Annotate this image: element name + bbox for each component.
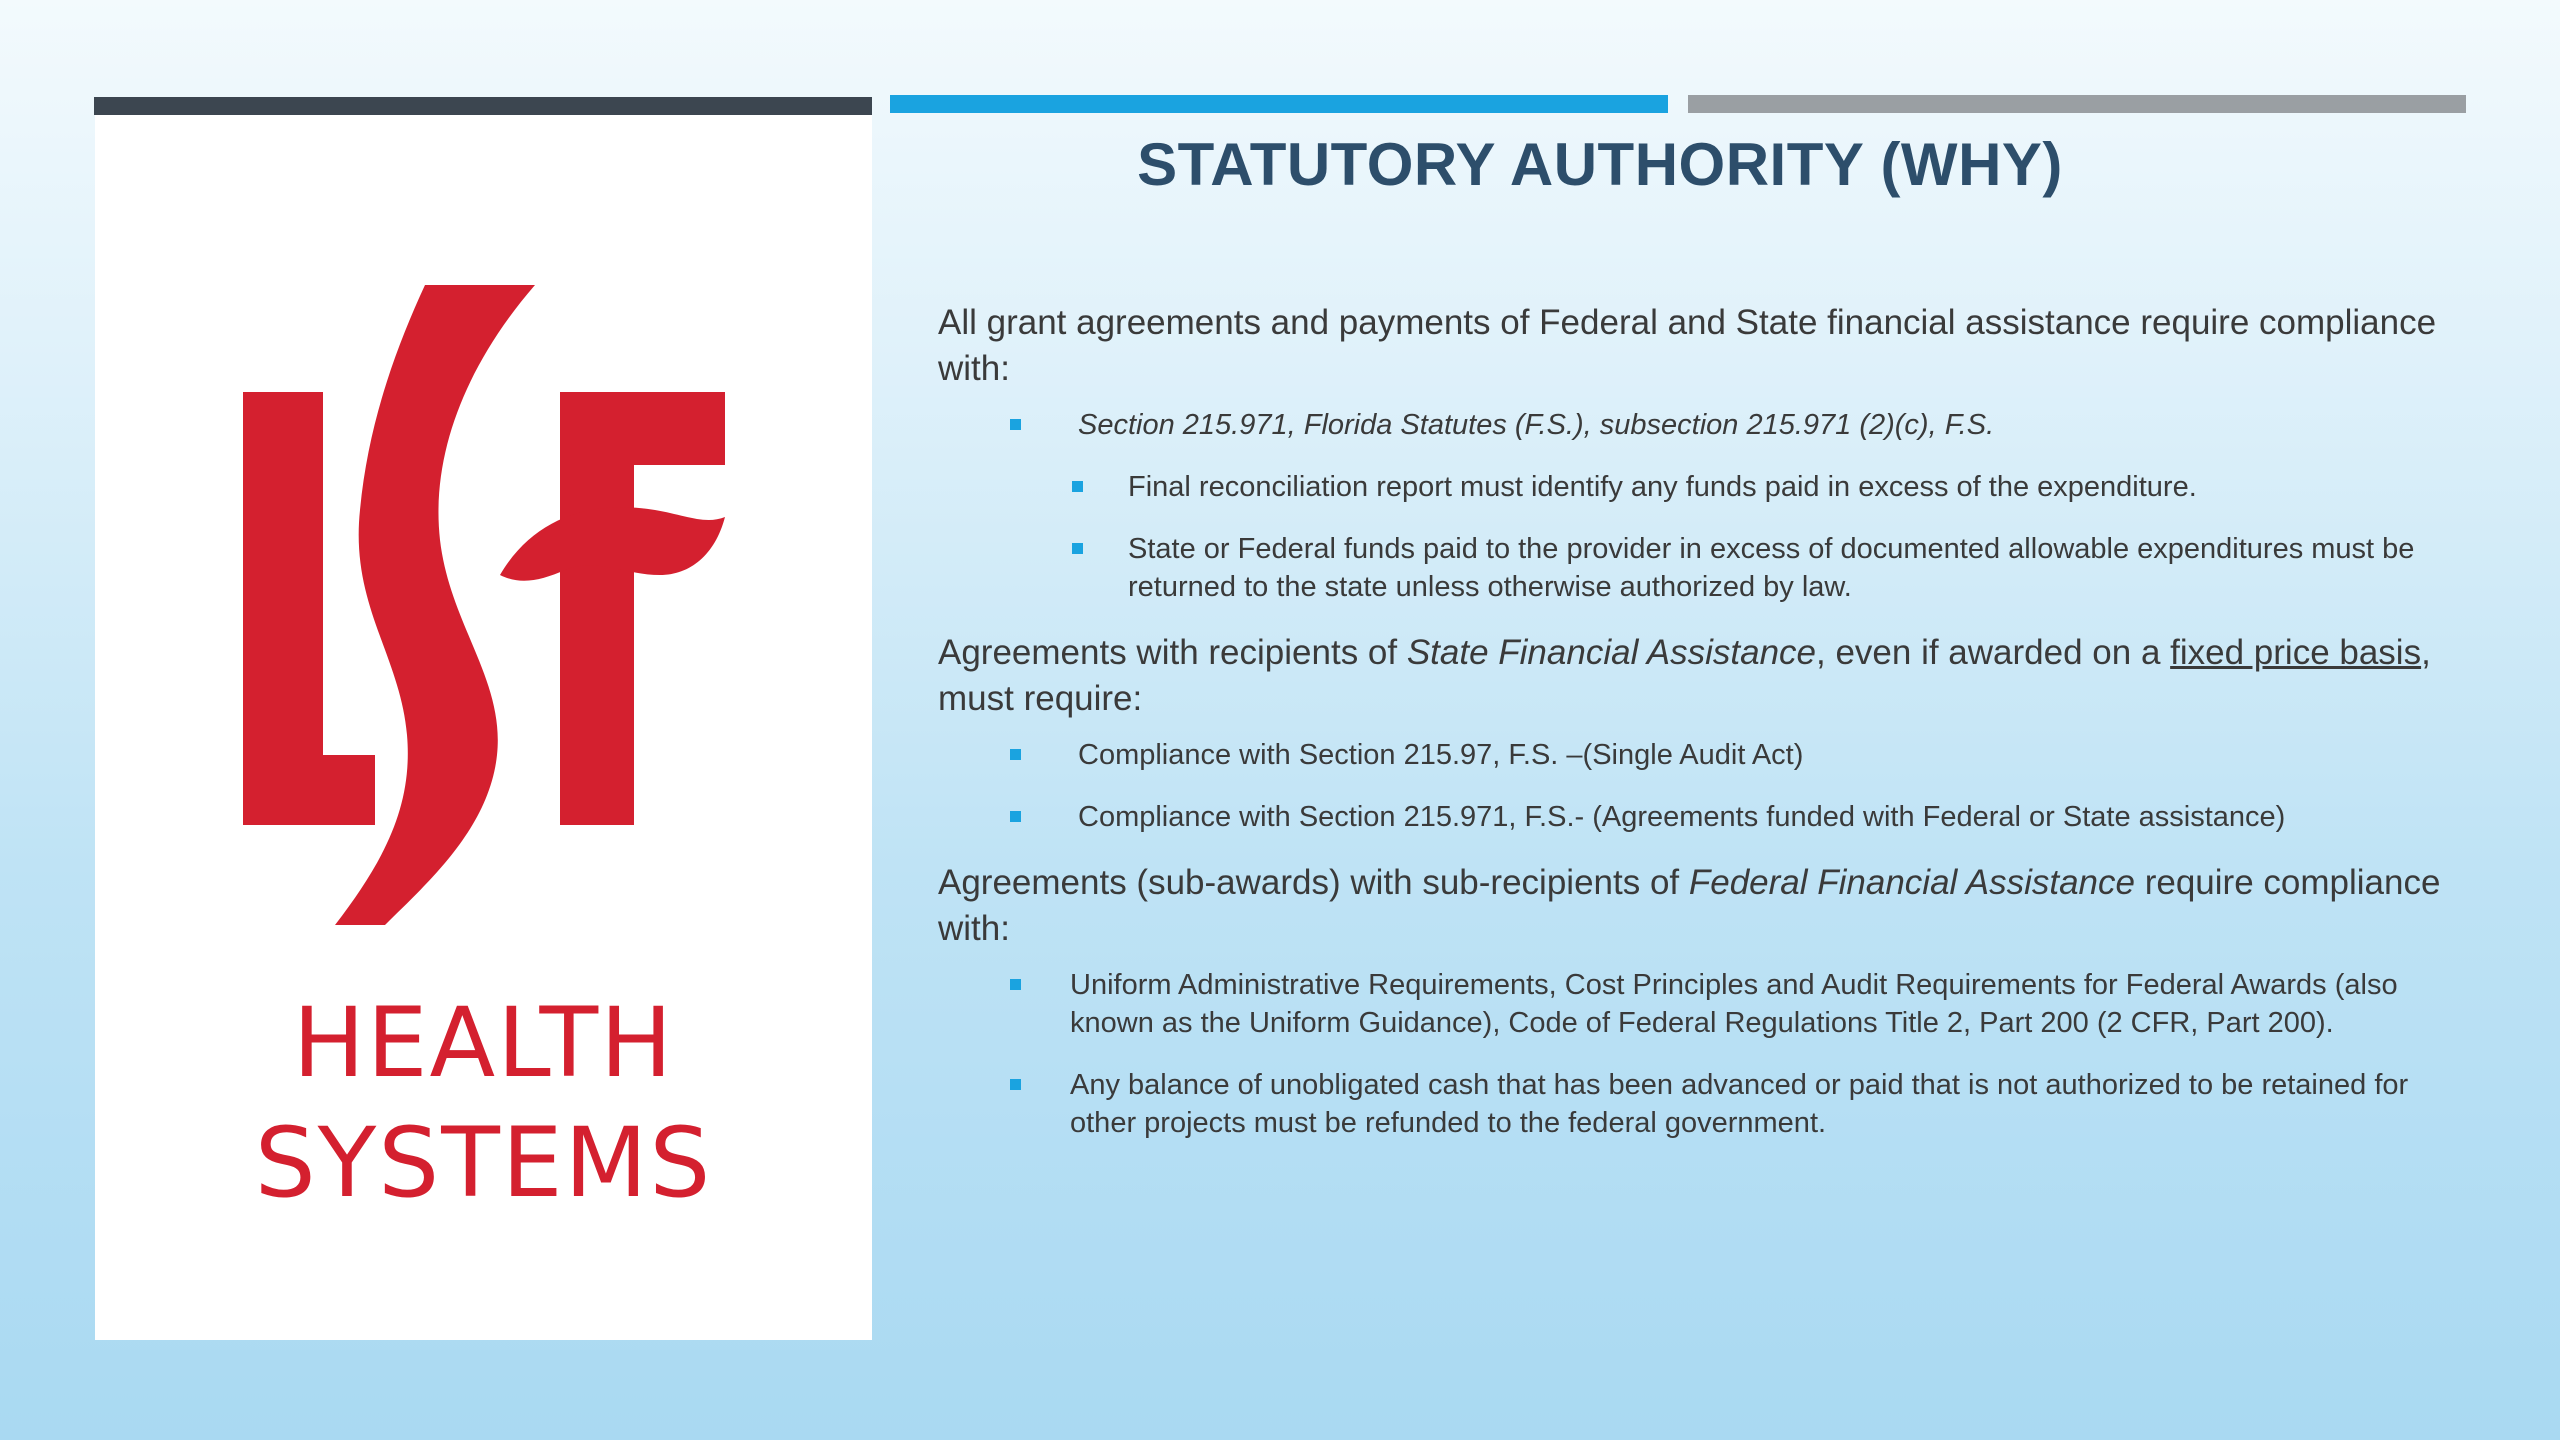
section1-sub-bullet-1 <box>938 468 2458 506</box>
slide-content <box>938 300 2458 1166</box>
bullet-square-icon <box>1072 543 1083 554</box>
section3-intro-c: require compliance with: <box>938 863 2441 948</box>
logo-text-health: HEALTH <box>292 987 675 1099</box>
section3-intro-a: Agreements (sub-awards) with sub-recipients of <box>938 863 1689 902</box>
section2-bullet-1 <box>938 736 2458 774</box>
logo-text-systems: SYSTEMS <box>254 1107 713 1219</box>
section2-intro-c: , even if awarded on a <box>1816 633 2171 672</box>
section1-bullet-1 <box>938 406 2458 444</box>
bullet-square-icon <box>1010 811 1021 822</box>
section1-sub-bullet-2 <box>938 530 2458 606</box>
section2-intro-a: Agreements with recipients of <box>938 633 1407 672</box>
section1-bullet-1-text: Section 215.971, Florida Statutes (F.S.), subsection 215.971 (2)(c), F.S. <box>1078 409 1995 441</box>
section3-intro <box>938 860 2458 952</box>
section3-intro-b: Federal Financial Assistance <box>1688 863 2135 902</box>
header-bar-dark <box>94 97 872 115</box>
section2-intro-d: fixed price basis <box>2170 633 2422 672</box>
logo-panel <box>95 115 872 1340</box>
header-bar-grey <box>1688 95 2466 113</box>
section3-bullet-2 <box>938 1066 2458 1142</box>
bullet-square-icon <box>1010 419 1021 430</box>
logo-letter-f-top <box>560 392 725 465</box>
section2-bullet-2 <box>938 798 2458 836</box>
logo-letter-l <box>243 392 375 825</box>
bullet-square-icon <box>1010 1079 1021 1090</box>
section3-bullet-1-text: Uniform Administrative Requirements, Cost Principles and Audit Requirements for Federal Awards (also known as the Uniform Guidance), Code of Federal Regulations Title 2, Part 200 (2 CFR, Part 200). <box>1070 969 2398 1039</box>
bullet-square-icon <box>1010 749 1021 760</box>
section2-bullet-2-text: Compliance with Section 215.971, F.S.- (Agreements funded with Federal or State assistance) <box>1078 801 2286 833</box>
section1-intro: All grant agreements and payments of Federal and State financial assistance require compliance with: <box>938 303 2437 388</box>
section2-intro-e: , must require: <box>938 633 2431 718</box>
bullet-square-icon <box>1010 979 1021 990</box>
lsf-logo-mark-icon <box>235 285 735 925</box>
section2-bullet-1-text: Compliance with Section 215.97, F.S. –(Single Audit Act) <box>1078 739 1804 771</box>
logo-letter-s <box>335 285 535 925</box>
section2-intro-b: State Financial Assistance <box>1406 633 1817 672</box>
section3-bullet-2-text: Any balance of unobligated cash that has been advanced or paid that is not authorized to be retained for other projects must be refunded to the federal government. <box>1070 1069 2409 1139</box>
bullet-square-icon <box>1072 481 1083 492</box>
section2-intro <box>938 630 2458 722</box>
section1-sub-bullet-2-text: State or Federal funds paid to the provider in excess of documented allowable expenditures must be returned to the state unless otherwise authorized by law. <box>1128 533 2415 603</box>
section3-bullet-1 <box>938 966 2458 1042</box>
section1-sub-bullet-1-text: Final reconciliation report must identify any funds paid in excess of the expenditure. <box>1128 471 2197 503</box>
header-bar-blue <box>890 95 1668 113</box>
slide-title: STATUTORY AUTHORITY (WHY) <box>1137 131 2063 198</box>
